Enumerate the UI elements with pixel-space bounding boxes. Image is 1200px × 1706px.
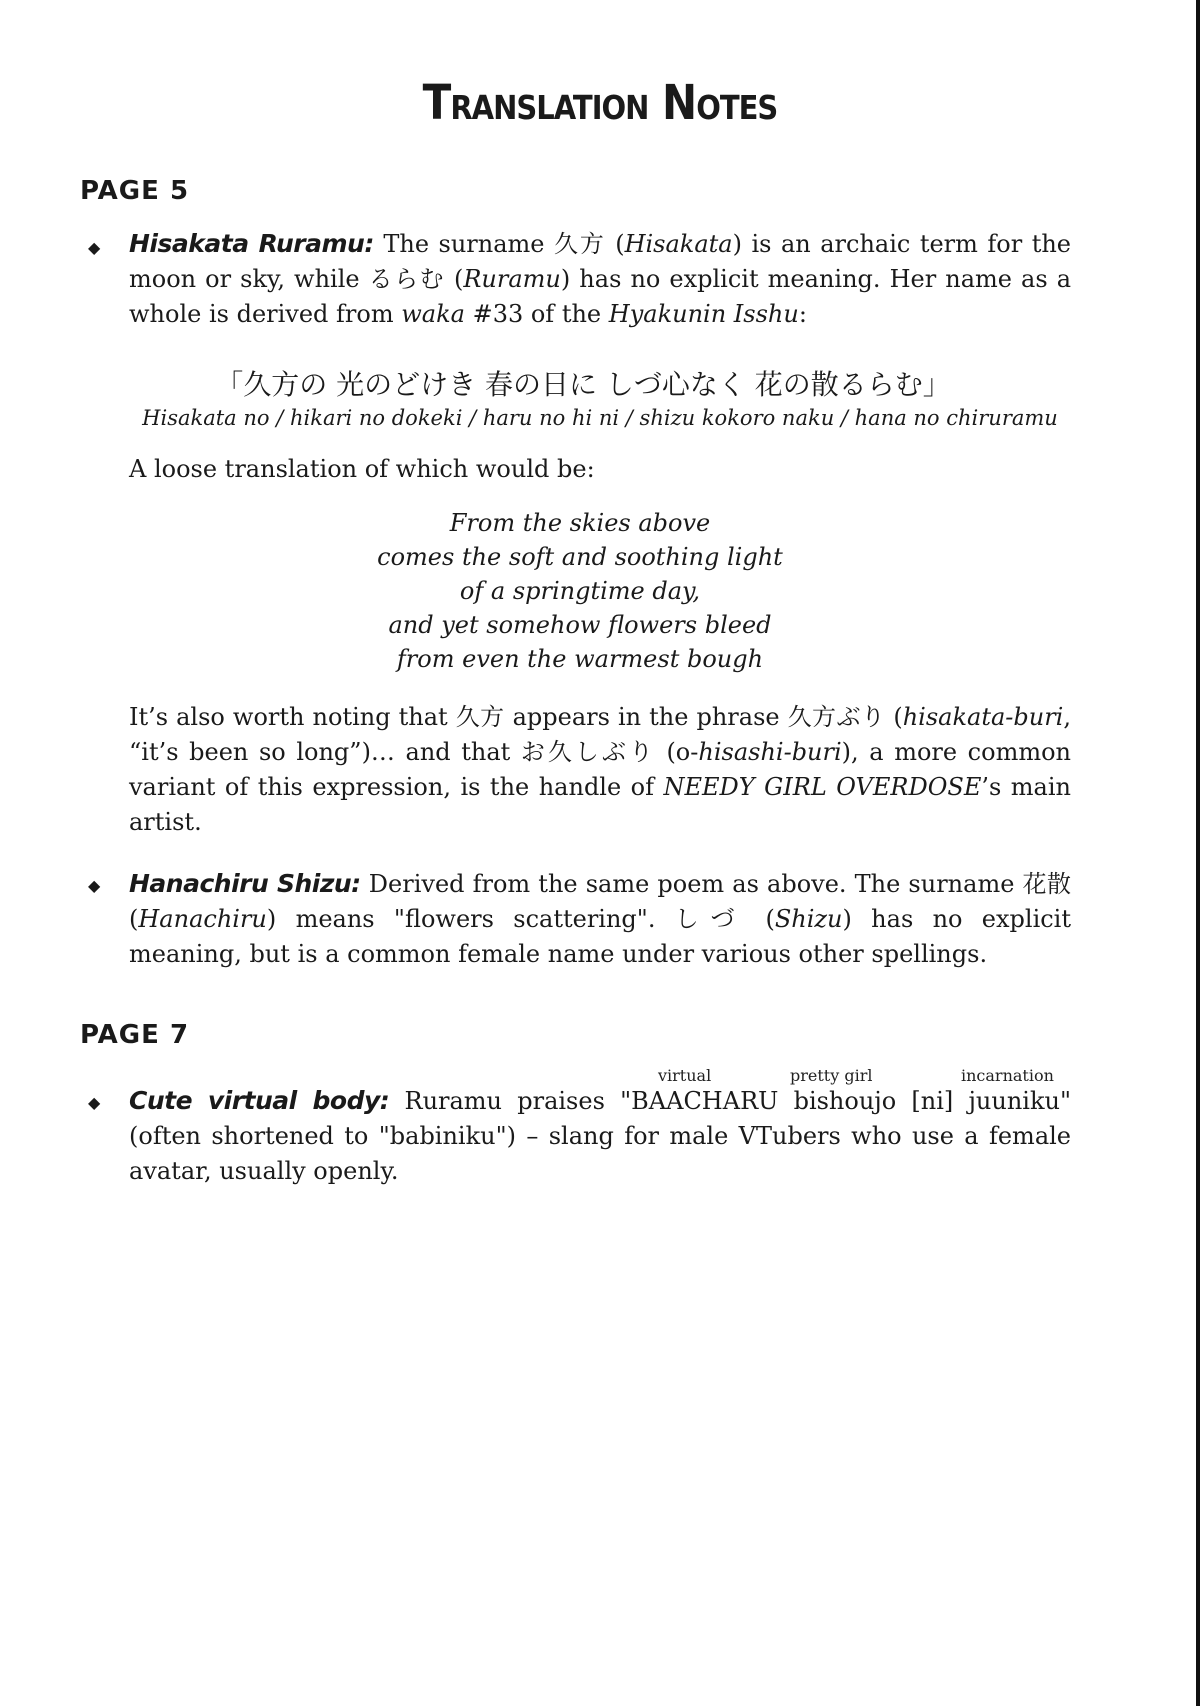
- note-hisakata-extra: It’s also worth noting that 久方 appears in the phrase 久方ぶり (hisakata-buri, “it’s been so long”)… and that お久しぶり (o-hisashi-buri), a more common variant of this expression, is the handle of NEEDY GIRL OVERDOSE’s main artist.: [129, 703, 1071, 836]
- note-term: Hisakata Ruramu:: [129, 229, 374, 258]
- section-heading-page-5: PAGE 5: [80, 176, 190, 206]
- section-heading-page-7: PAGE 7: [80, 1020, 190, 1050]
- diamond-bullet-icon: ◆: [88, 1093, 101, 1112]
- translation-intro: A loose translation of which would be:: [129, 455, 595, 483]
- poem-romaji: Hisakata no / hikari no dokeki / haru no hi ni / shizu kokoro naku / hana no chiruramu: [142, 406, 1058, 430]
- poem-line: of a springtime day,: [459, 577, 701, 605]
- note-cute-virtual-body: Cute virtual body: Ruramu praises "BAACHARU bishoujo [ni] juuniku" (often shortened to "babiniku") – slang for male VTubers who use a female avatar, usually openly.: [129, 1086, 1071, 1185]
- gloss-pretty-girl: pretty girl: [790, 1066, 873, 1085]
- gloss-incarnation: incarnation: [961, 1066, 1054, 1085]
- page-title: Translation Notes: [422, 74, 778, 131]
- note-term: Cute virtual body:: [129, 1086, 390, 1115]
- gloss-virtual: virtual: [658, 1066, 712, 1085]
- note-hisakata-ruramu: Hisakata Ruramu: The surname 久方 (Hisakata) is an archaic term for the moon or sky, while るらむ (Ruramu) has no explicit meaning. Her name as a whole is derived from waka #33 of the Hyakunin Isshu:: [129, 229, 1071, 328]
- diamond-bullet-icon: ◆: [88, 238, 101, 257]
- poem-line: from even the warmest bough: [396, 645, 764, 673]
- poem-line: and yet somehow flowers bleed: [388, 611, 772, 639]
- note-term: Hanachiru Shizu:: [129, 869, 361, 898]
- poem-translation: [300, 506, 860, 676]
- note-hanachiru-shizu: Hanachiru Shizu: Derived from the same poem as above. The surname 花散 (Hanachiru) means "flowers scattering". しづ (Shizu) has no explicit meaning, but is a common female name under various other spellings.: [129, 869, 1072, 968]
- diamond-bullet-icon: ◆: [88, 876, 101, 895]
- poem-japanese: 「久方の 光のどけき 春の日に しづ心なく 花の散るらむ」: [215, 368, 951, 401]
- poem-line: From the skies above: [449, 509, 711, 537]
- poem-line: comes the soft and soothing light: [377, 543, 783, 571]
